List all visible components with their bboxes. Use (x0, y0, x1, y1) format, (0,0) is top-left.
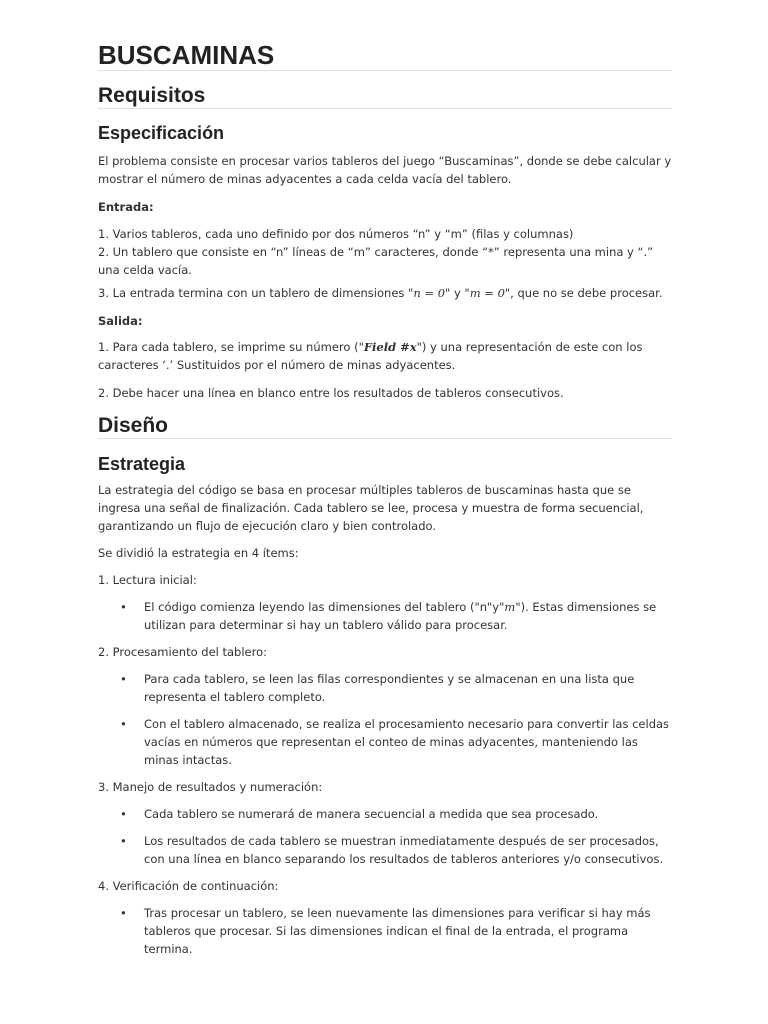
step-3-list (98, 805, 672, 868)
step-4-list (98, 904, 672, 958)
step-1-bullet-pre: El código comienza leyendo las dimensiones del tablero ("n"y" (144, 600, 505, 614)
requisitos-intro: El problema consiste en procesar varios tableros del juego “Buscaminas”, donde se debe calcular y mostrar el número de minas adyacentes a cada celda vacía del tablero. (98, 154, 672, 186)
document-page (98, 38, 672, 958)
salida-item-1-pre: 1. Para cada tablero, se imprime su número (" (98, 340, 364, 354)
entrada-label: Entrada: (98, 200, 154, 214)
section-heading-diseno: Diseño (98, 414, 672, 439)
step-1-bullet-math: m (504, 600, 516, 614)
estrategia-intro: La estrategia del código se basa en procesar múltiples tableros de buscaminas hasta que se ingresa una señal de finalización. Cada tablero se lee, procesa y muestra de forma secuencial, garantizando un flujo de ejecución claro y bien controlado. (98, 483, 644, 533)
subsection-heading-estrategia: Estrategia (98, 454, 186, 474)
entrada-item-2: 2. Un tablero que consiste en “n” líneas de “m” caracteres, donde “*” representa una mina y “.” una celda vacía. (98, 245, 654, 277)
step-label-1: 1. Lectura inicial: (98, 573, 197, 587)
section-heading-requisitos: Requisitos (98, 84, 672, 109)
list-item: • Para cada tablero, se leen las filas correspondientes y se almacenan en una lista que representa el tablero completo. (144, 670, 672, 706)
step-label-2: 2. Procesamiento del tablero: (98, 645, 268, 659)
list-item: • Los resultados de cada tablero se muestran inmediatamente después de ser procesados, con una línea en blanco separando los resultados de tableros anteriores y/o consecutivos. (144, 832, 672, 868)
salida-item-2: 2. Debe hacer una línea en blanco entre los resultados de tableros consecutivos. (98, 386, 564, 400)
list-item: • Tras procesar un tablero, se leen nuevamente las dimensiones para verificar si hay más tableros que procesar. Si las dimensiones indican el final de la entrada, el programa termina. (144, 904, 672, 958)
entrada-item-3-math-m: m = 0 (469, 286, 505, 300)
subsection-heading-especificacion: Especificación (98, 123, 225, 143)
list-item: • Con el tablero almacenado, se realiza el procesamiento necesario para convertir las celdas vacías en números que representan el conteo de minas adyacentes, manteniendo las minas intactas. (144, 715, 672, 769)
entrada-item-3 (98, 284, 672, 302)
entrada-item-3-math-n: n = 0 (413, 286, 446, 300)
salida-item-1-post: ") y una representación de este con los caracteres ‘.’ Sustituidos por el número de minas adyacentes. (98, 340, 643, 372)
entrada-item-3-mid: " y " (445, 286, 470, 300)
document-title: BUSCAMINAS (98, 40, 672, 71)
list-item (144, 598, 672, 634)
salida-item-1 (98, 338, 672, 374)
salida-item-1-math: Field #x (363, 340, 417, 354)
step-1-list (98, 598, 672, 634)
step-label-4: 4. Verificación de continuación: (98, 879, 279, 893)
list-item: • Cada tablero se numerará de manera secuencial a medida que sea procesado. (144, 805, 672, 823)
step-label-3: 3. Manejo de resultados y numeración: (98, 780, 323, 794)
estrategia-division: Se dividió la estrategia en 4 ítems: (98, 546, 299, 560)
entrada-item-1: 1. Varios tableros, cada uno definido por dos números “n” y “m” (filas y columnas) (98, 227, 574, 241)
entrada-item-3-pre: 3. La entrada termina con un tablero de dimensiones " (98, 286, 414, 300)
step-1-bullet-post: "). Estas dimensiones se utilizan para determinar si hay un tablero válido para procesar. (144, 600, 657, 632)
salida-label: Salida: (98, 314, 143, 328)
step-2-list (98, 670, 672, 769)
entrada-item-3-post: ", que no se debe procesar. (504, 286, 663, 300)
